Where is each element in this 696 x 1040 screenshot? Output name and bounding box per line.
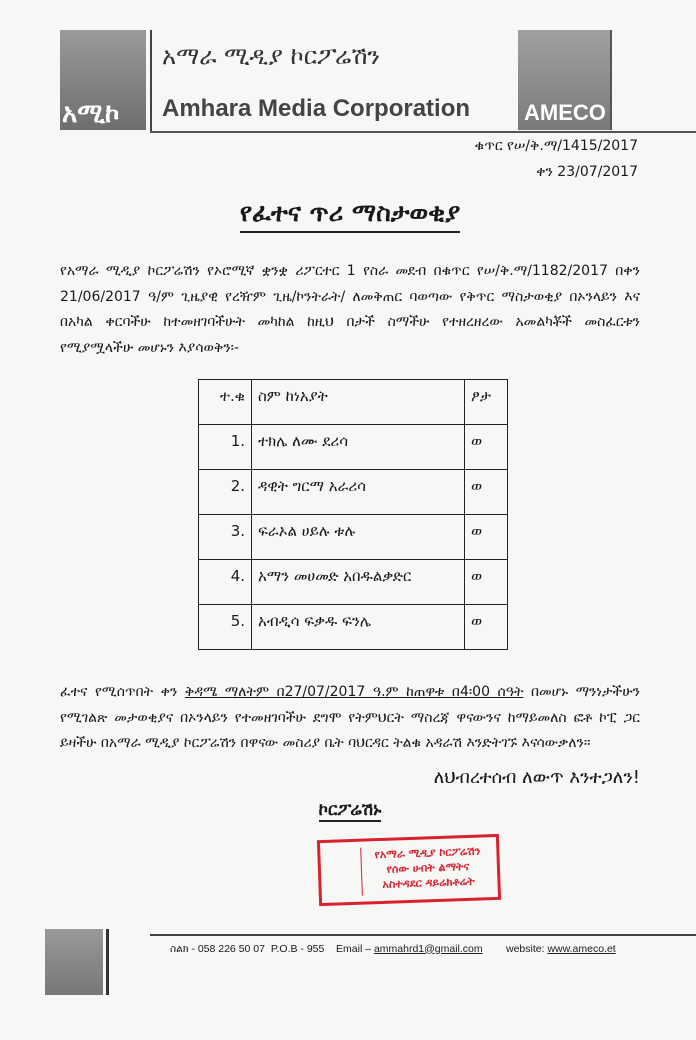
official-stamp xyxy=(317,833,501,905)
row-name: አብዲሳ ፍቃዱ ፍንሌ xyxy=(252,605,465,650)
footer-divider-vertical xyxy=(106,929,109,995)
letter-date: ቀን 23/07/2017 xyxy=(536,164,638,180)
footer-logo-block xyxy=(45,929,103,995)
stamp-line-1: የአማራ ሚዲያ ኮርፖሬሽን xyxy=(374,844,481,861)
table-header-row xyxy=(199,380,508,425)
row-sex: ወ xyxy=(465,425,508,470)
footer-email-label: Email – xyxy=(336,942,374,955)
footer-divider xyxy=(150,934,696,936)
exam-notice-paragraph xyxy=(60,680,640,757)
ameco-logo-right xyxy=(518,30,612,130)
signature: ኮርፖሬሽኑ xyxy=(318,799,382,820)
row-sex: ወ xyxy=(465,515,508,560)
stamp-signature-box xyxy=(324,847,363,896)
letter-body xyxy=(0,196,696,903)
stamp-line-3: አስተዳደር ዳይሬክቶሬት xyxy=(382,874,475,891)
table-row xyxy=(199,605,508,650)
stamp-line-2: የሰው ሀብት ልማትና xyxy=(386,859,470,876)
exam-notice-intro: ፈተና የሚሰጥበት ቀን xyxy=(60,684,185,700)
row-number: 3. xyxy=(199,515,252,560)
footer-website-link[interactable]: www.ameco.et xyxy=(547,942,616,955)
document-title: የፈተና ጥሪ ማስታወቂያ xyxy=(240,198,460,233)
footer-email-link[interactable]: ammahrd1@gmail.com xyxy=(373,942,483,955)
table-row xyxy=(199,515,508,560)
row-number: 5. xyxy=(199,605,252,650)
footer-website-label: website: xyxy=(506,942,548,955)
header-divider xyxy=(150,131,696,133)
row-number: 4. xyxy=(199,560,252,605)
header-sex: ፆታ xyxy=(465,380,508,425)
header-number: ተ.ቁ xyxy=(199,380,252,425)
letterhead xyxy=(0,0,696,190)
table-row xyxy=(199,470,508,515)
document-title-wrap xyxy=(60,196,640,233)
row-name: ፍራኦል ሀይሉ ቱሉ xyxy=(252,515,465,560)
row-sex: ወ xyxy=(465,470,508,515)
table-row xyxy=(199,560,508,605)
footer-pob: P.O.B - 955 xyxy=(270,942,325,955)
row-number: 1. xyxy=(199,425,252,470)
candidates-table xyxy=(198,379,508,650)
closing-motto: ለህብረተሰብ ለውጥ እንተጋለን! xyxy=(433,766,640,788)
footer-phone: ስልክ - 058 226 50 07 xyxy=(170,942,265,955)
row-name: ዳዊት ግርማ አራሪሳ xyxy=(252,470,465,515)
candidates-table-wrap xyxy=(198,379,640,650)
row-sex: ወ xyxy=(465,560,508,605)
logo-left-text: አሚኮ xyxy=(62,99,120,129)
header-divider-vertical xyxy=(150,30,152,132)
row-name: ተክሌ ለሙ ደሪሳ xyxy=(252,425,465,470)
logo-right-text: AMECO xyxy=(524,100,606,125)
stamp-wrap xyxy=(318,837,640,903)
reference-number: ቁጥር የሠ/ቅ.ማ/1415/2017 xyxy=(474,138,638,154)
footer xyxy=(0,929,696,999)
row-sex: ወ xyxy=(465,605,508,650)
row-number: 2. xyxy=(199,470,252,515)
table-row xyxy=(199,425,508,470)
signature-wrap xyxy=(60,797,640,823)
exam-notice-body: በመሆኑ ማንነታችሁን የሚገልጽ መታወቂያና በኦንላይን የተመዘገባችሁ ደግሞ የትምህርት ማስረጃ ዋናውንና ከማይመለስ ፎቶ ኮፒ ጋር ይዛችሁ በአማራ ሚዲያ ኮርፖሬሽን በዋናው መስሪያ ቤት ባህርዳር ትልቁ አዳራሽ እንድትገኙ እናሳውቃለን። xyxy=(60,684,640,751)
header-name: ስም ከነአያት xyxy=(252,380,465,425)
intro-paragraph: የአማራ ሚዲያ ኮርፖሬሽን የኦሮሚኛ ቋንቋ ሪፖርተር 1 የስራ መደብ በቁጥር የሠ/ቅ.ማ/1182/2017 በቀን 21/06/2017 ዓ/ም ጊዜያዊ የረዥም ጊዜ/ኮንትራት/ ለመቅጠር ባወጣው የቅጥር ማስታወቂያ በኦንላይን እና በአካል ቀርባችሁ ከተመዘገባችሁት መካከል ከዚህ በታች ስማችሁ የተዘረዘረው አመልካቾች መስፈርቱን የሚያሟላችሁ መሆኑን እያሳወቅን፡- xyxy=(60,263,640,356)
company-name-english: Amhara Media Corporation xyxy=(162,95,471,122)
row-name: አማን መሀመድ አበዱልቃድር xyxy=(252,560,465,605)
footer-contact xyxy=(170,941,616,957)
exam-date-time: ቅዳሜ ማለትም በ27/07/2017 ዓ.ም ከጠዋቱ በ4፡00 ሰዓት xyxy=(184,684,524,700)
company-name-amharic: አማራ ሚዲያ ኮርፖሬሽን xyxy=(162,42,381,70)
ameco-logo-left xyxy=(60,30,146,130)
